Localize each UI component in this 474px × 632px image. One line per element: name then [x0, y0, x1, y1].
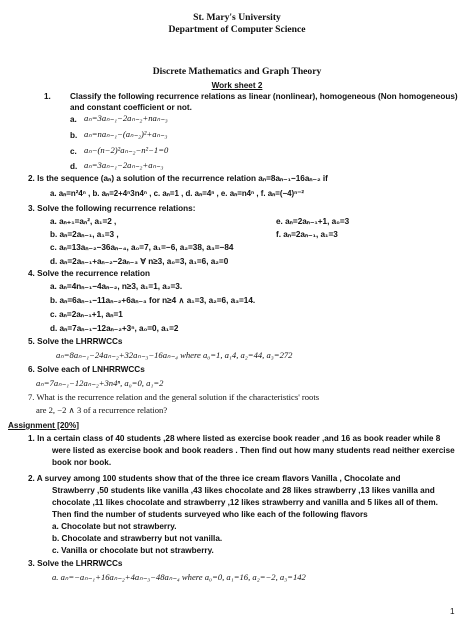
q6-equation: aₙ=7aₙ₋₁−12aₙ₋₂+3n4ⁿ, a₀=0, a₁=2 — [36, 378, 164, 388]
q4-item-d: d. aₙ=7aₙ₋₁−12aₙ₋₂+3ⁿ, a₀=0, a₁=2 — [50, 324, 179, 333]
course-title: Discrete Mathematics and Graph Theory — [152, 66, 322, 77]
q3-item-c: c. aₙ=13aₙ₋₂−36aₙ₋₄, a₀=7, a₁=−6, a₂=38, a₃=−84 — [50, 243, 234, 252]
q5-title: 5. Solve the LHRRWCCs — [28, 337, 123, 346]
q3-item-f: f. aₙ=2aₙ₋₁, a₁=3 — [276, 230, 338, 239]
q3-item-e: e. aₙ=2aₙ₋₁+1, a₀=3 — [276, 217, 350, 226]
assignment-q1-line1: 1. In a certain class of 40 students ,28 where listed as exercise book reader ,and 16 as book reader while 8 — [28, 434, 441, 443]
q7-line1: 7. What is the recurrence relation and the general solution if the characteristics' roots — [28, 392, 320, 402]
assignment-q3-equation: a. aₙ=−aₙ₋₁+16aₙ₋₂+4aₙ₋₃−48aₙ₋₄ where a₀=0, a₁=16, a₂=−2, a₃=142 — [52, 572, 306, 582]
q1-number: 1. — [44, 92, 51, 101]
assignment-q2-line2: Strawberry ,50 students like vanilla ,43 likes chocolate and 28 likes strawberry ,13 likes vanilla and — [52, 486, 435, 495]
q3-title: 3. Solve the following recurrence relations: — [28, 204, 196, 213]
q2-options: a. aₙ=n²4ⁿ , b. aₙ=2+4ⁿ3n4ⁿ , c. aₙ=1 , d. aₙ=4ⁿ , e. aₙ=n4ⁿ , f. aₙ=(−4)ⁿ⁻² — [50, 189, 305, 198]
q1-item-c-equation: aₙ−(n−2)²aₙ₋₂−n²−1=0 — [84, 145, 169, 155]
assignment-q1-line3: book nor book. — [52, 458, 112, 467]
q1-item-b-equation: aₙ=naₙ₋₁−(aₙ₋₂)²+aₙ₋₃ — [84, 129, 168, 139]
assignment-q2-item-c: c. Vanilla or chocolate but not strawberry. — [52, 546, 214, 555]
assignment-q3-title: 3. Solve the LHRRWCCs — [28, 559, 123, 568]
q6-title: 6. Solve each of LNHRRWCCs — [28, 365, 145, 374]
assignment-q2-line1: 2. A survey among 100 students show that of the three ice cream flavors Vanilla , Chocolate and — [28, 474, 401, 483]
q1-item-a-equation: aₙ=3aₙ₋₁−2aₙ₋₂+naₙ₋₃ — [84, 113, 168, 123]
assignment-q2-item-a: a. Chocolate but not strawberry. — [52, 522, 177, 531]
q1-item-a-label: a. — [70, 115, 77, 124]
q5-equation: aₙ=8aₙ₋₁−24aₙ₋₂+32aₙ₋₃−16aₙ₋₄ where a₀=1, a₁4, a₂=44, a₃=272 — [56, 350, 293, 360]
assignment-q2-line4: Then find the number of students surveyed who like each of the following flavors — [52, 510, 368, 519]
q3-item-a: a. aₙ₊₁=aₙ², a₁=2 , — [50, 217, 117, 226]
q3-item-b: b. aₙ=2aₙ₋₁, a₁=3 , — [50, 230, 119, 239]
university-title: St. Mary's University — [193, 12, 281, 23]
assignment-title: Assignment [20%] — [8, 421, 79, 430]
q3-item-d: d. aₙ=2aₙ₋₁+aₙ₋₂−2aₙ₋₃ ∀ n≥3, a₀=3, a₁=6, a₂=0 — [50, 257, 229, 266]
assignment-q2-item-b: b. Chocolate and strawberry but not vanilla. — [52, 534, 223, 543]
department-title: Department of Computer Science — [168, 24, 306, 35]
page-number: 1 — [450, 607, 455, 616]
worksheet-title: Work sheet 2 — [211, 81, 263, 90]
assignment-q1-line2: were listed as exercise book and book readers . Then find out how many students read neither exercise — [52, 446, 455, 455]
q1-item-c-label: c. — [70, 147, 77, 156]
q4-item-a: a. aₙ=4nₙ₋₁−4aₙ₋₂, n≥3, a₁=1, a₂=3. — [50, 282, 183, 291]
assignment-q2-line3: chocolate ,11 likes chocolate and strawberry ,12 likes strawberry and vanilla and 5 likes all of them. — [52, 498, 438, 507]
q1-item-d-equation: aₙ=3aₙ₋₁−2aₙ₋₂+aₙ₋₃ — [84, 160, 164, 170]
q4-item-c: c. aₙ=2aₙ₋₁+1, aₙ=1 — [50, 310, 123, 319]
q1-item-d-label: d. — [70, 162, 78, 171]
q1-text-line2: and constant coefficient or not. — [70, 103, 192, 112]
q4-item-b: b. aₙ=6aₙ₋₁−11aₙ₋₂+6aₙ₋₃ for n≥4 ∧ a₁=3, a₂=6, a₃=14. — [50, 296, 256, 305]
q7-line2: are 2, −2 ∧ 3 of a recurrence relation? — [36, 405, 168, 415]
q1-text-line1: Classify the following recurrence relations as linear (nonlinear), homogeneous (Non homogeneous) — [70, 92, 458, 101]
q1-item-b-label: b. — [70, 131, 78, 140]
q4-title: 4. Solve the recurrence relation — [28, 269, 150, 278]
q2-question: 2. Is the sequence (aₙ) a solution of the recurrence relation aₙ=8aₙ₋₁−16aₙ₋₂ if — [28, 174, 328, 183]
